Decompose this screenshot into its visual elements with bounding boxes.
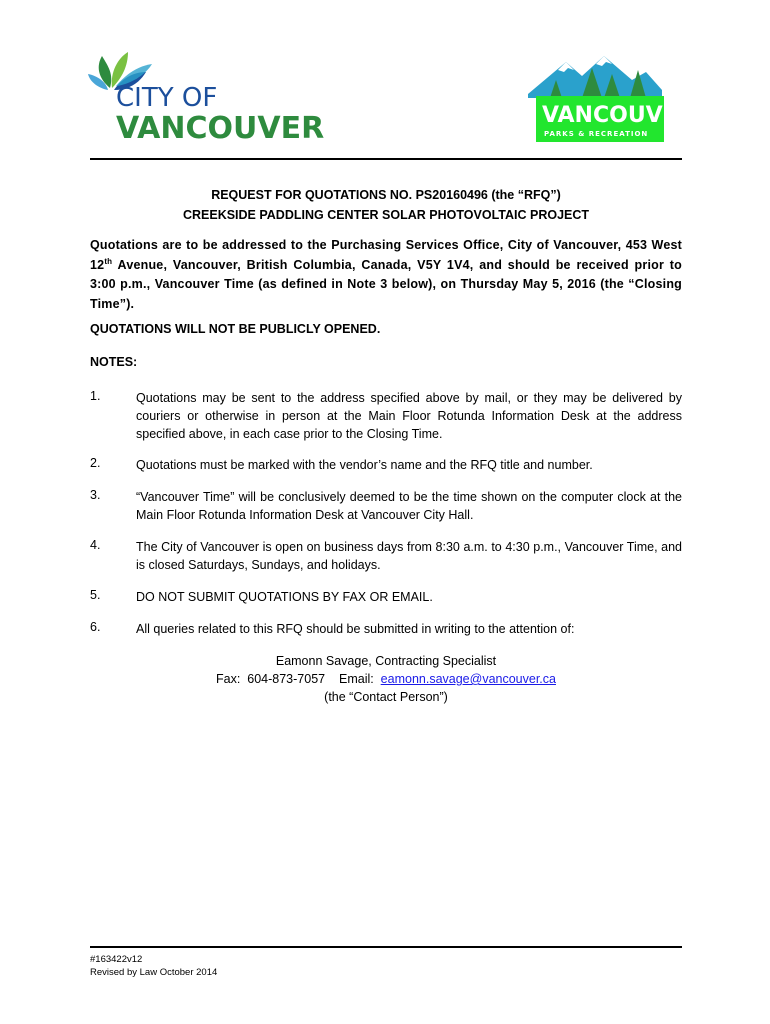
note-number: 3. xyxy=(90,488,101,502)
notes-heading: NOTES: xyxy=(90,355,138,369)
revision-note: Revised by Law October 2014 xyxy=(90,967,218,978)
contact-fax: Fax: 604-873-7057 Email: xyxy=(216,672,381,686)
header-divider xyxy=(90,158,682,160)
document-id: #163422v12 xyxy=(90,954,143,965)
parks-recreation-text: PARKS & RECREATION xyxy=(544,130,649,138)
note-text: Quotations may be sent to the address specified above by mail, or they may be delivered by couriers or otherwise in person at the Main Floor Rotunda Information Desk at the address specified above, in each case prior to the Closing Time. xyxy=(136,391,682,441)
note-text: DO NOT SUBMIT QUOTATIONS BY FAX OR EMAIL. xyxy=(136,590,433,604)
note-text: Quotations must be marked with the vendor’s name and the RFQ title and number. xyxy=(136,458,593,472)
city-of-vancouver-logo xyxy=(88,48,325,148)
vancouver-text: VANCOUVER xyxy=(116,111,325,146)
city-of-text: CITY OF xyxy=(116,83,218,113)
note-number: 6. xyxy=(90,620,101,634)
rfq-title: REQUEST FOR QUOTATIONS NO. PS20160496 (the “RFQ”) xyxy=(211,188,561,202)
contact-name: Eamonn Savage, Contracting Specialist xyxy=(275,654,497,668)
contact-email-link[interactable]: eamonn.savage@vancouver.ca xyxy=(380,672,556,686)
contact-fax-email xyxy=(90,670,682,688)
contact-person-label: (the “Contact Person”) xyxy=(324,690,448,704)
footer-divider xyxy=(90,946,682,948)
not-publicly-opened-notice: QUOTATIONS WILL NOT BE PUBLICLY OPENED. xyxy=(90,322,381,336)
intro-text: Quotations are to be addressed to the Purchasing Services Office, City of Vancouver, 453 West 12 xyxy=(90,238,682,272)
parks-vancouver-text: VANCOUVER xyxy=(542,103,695,128)
note-number: 5. xyxy=(90,588,101,602)
note-number: 4. xyxy=(90,538,101,552)
note-number: 2. xyxy=(90,456,101,470)
note-text: “Vancouver Time” will be conclusively deemed to be the time shown on the computer clock at the Main Floor Rotunda Information Desk at Vancouver City Hall. xyxy=(136,490,682,522)
note-text: The City of Vancouver is open on business days from 8:30 a.m. to 4:30 p.m., Vancouver Time, and is closed Saturdays, Sundays, and holidays. xyxy=(136,540,682,572)
project-title: CREEKSIDE PADDLING CENTER SOLAR PHOTOVOLTAIC PROJECT xyxy=(182,208,590,222)
vancouver-parks-logo xyxy=(522,50,695,142)
intro-paragraph xyxy=(90,236,682,314)
intro-text-continued: Avenue, Vancouver, British Columbia, Canada, V5Y 1V4, and should be received prior to 3:00 p.m., Vancouver Time (as defined in Note 3 below), on Thursday May 5, 2016 (the “Closing Time”). xyxy=(90,257,682,311)
note-text: All queries related to this RFQ should be submitted in writing to the attention of: xyxy=(136,622,575,636)
ordinal-superscript: th xyxy=(104,256,113,266)
note-number: 1. xyxy=(90,389,101,403)
